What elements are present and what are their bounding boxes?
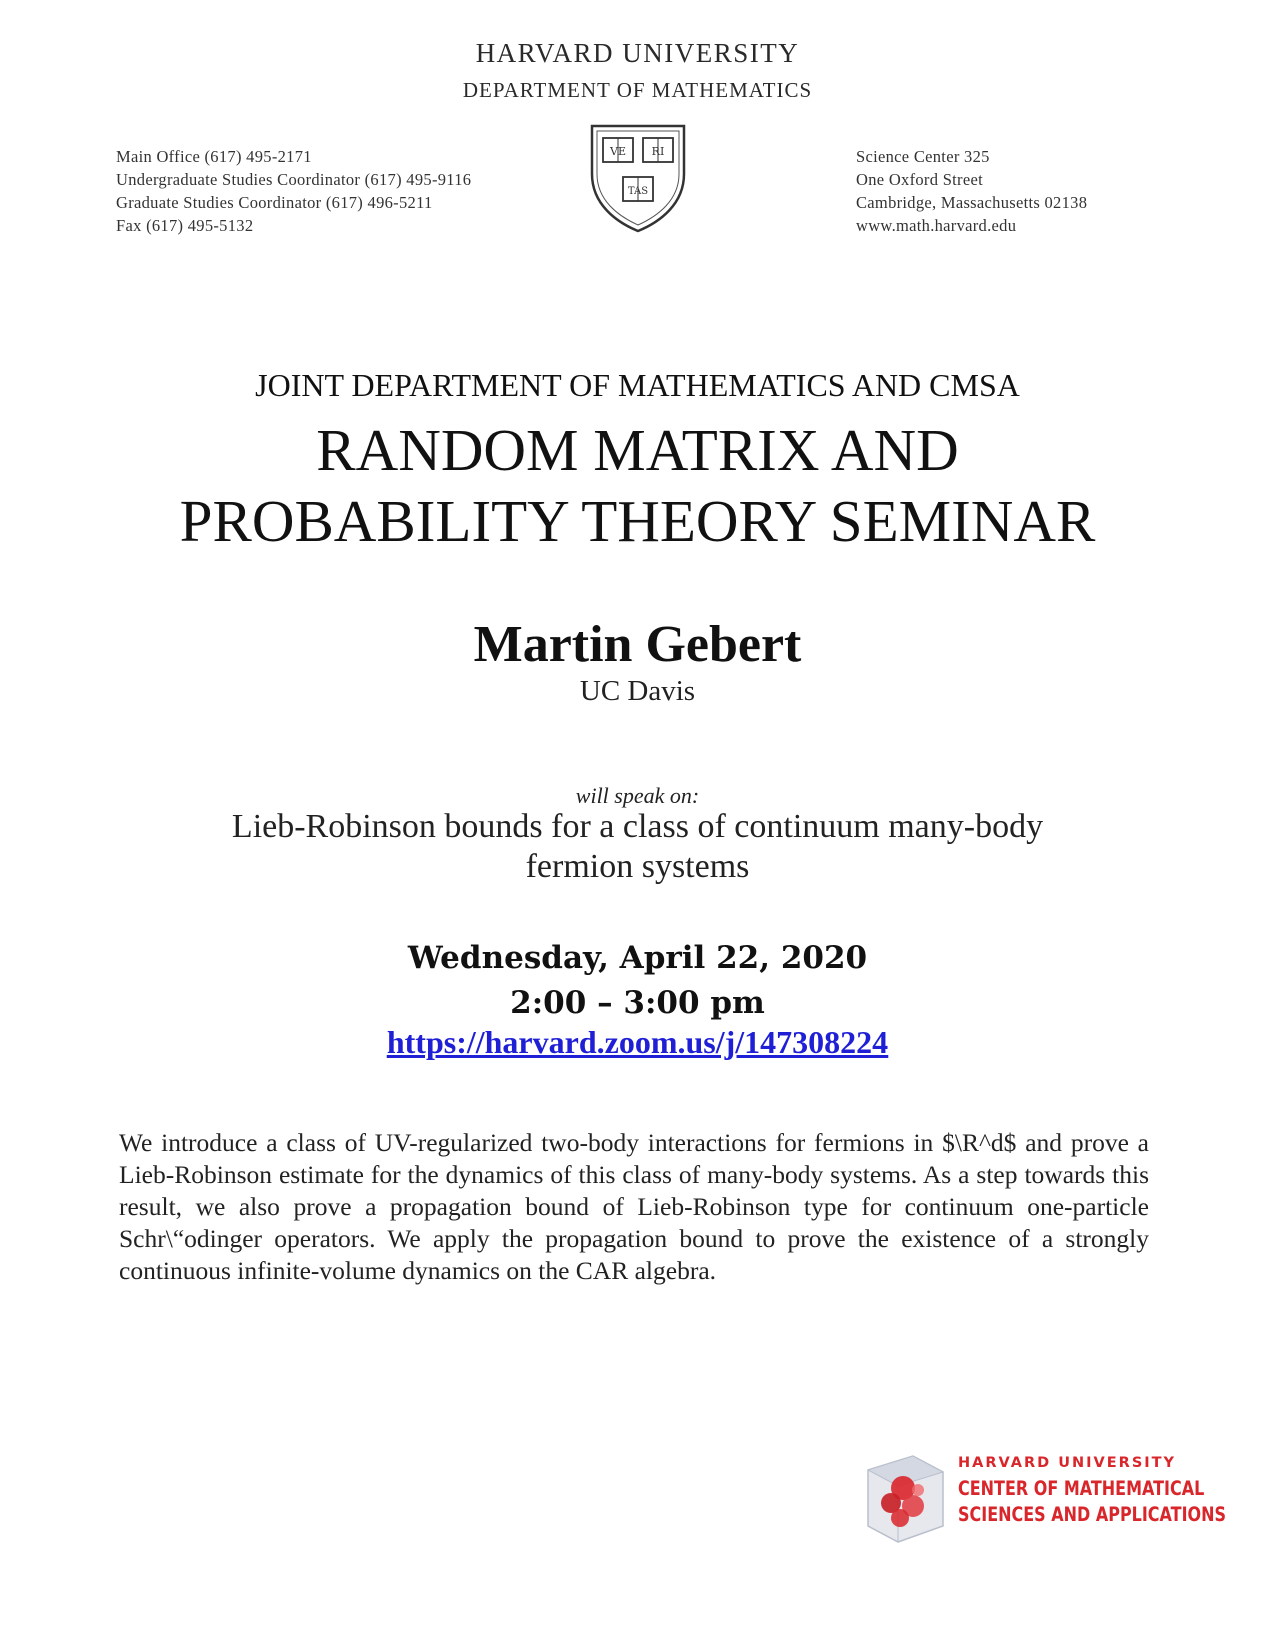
department-name: DEPARTMENT OF MATHEMATICS [462,78,813,102]
talk-title-line: fermion systems [525,848,750,885]
speaker-affiliation: UC Davis [579,675,696,707]
seminar-title-line: RANDOM MATRIX AND [316,417,959,483]
cmsa-logo-text [958,1452,1275,1528]
joint-heading: JOINT DEPARTMENT OF MATHEMATICS AND CMSA [255,367,1020,403]
contact-line: Undergraduate Studies Coordinator (617) 495-9116 [116,170,472,189]
university-name: HARVARD UNIVERSITY [475,38,800,68]
talk-title [0,807,1275,887]
cmsa-university: HARVARD UNIVERSITY [958,1455,1177,1471]
contact-phones [116,145,471,237]
harvard-shield-icon [588,122,688,234]
address-line: One Oxford Street [856,170,983,189]
cmsa-sciences: SCIENCES AND APPLICATIONS [958,1503,1227,1526]
talk-title-line: Lieb-Robinson bounds for a class of continuum many-body [231,808,1044,845]
cmsa-cube-logo [858,1448,948,1548]
event-date: Wednesday, April 22, 2020 [407,940,868,976]
seminar-title-line: PROBABILITY THEORY SEMINAR [179,488,1096,554]
contact-line: Main Office (617) 495-2171 [116,147,312,166]
contact-line: Graduate Studies Coordinator (617) 496-5211 [116,193,433,212]
zoom-link [0,1024,1275,1061]
contact-line: Fax (617) 495-5132 [116,216,254,235]
event-time: 2:00 – 3:00 pm [510,985,765,1021]
zoom-link-anchor[interactable]: https://harvard.zoom.us/j/147308224 [386,1024,889,1060]
will-speak-label: will speak on: [575,783,700,808]
shield-text-ri: RI [651,145,665,158]
address-line: Cambridge, Massachusetts 02138 [856,193,1088,212]
contact-address [856,145,1087,237]
shield-text-tas: TAS [627,186,649,197]
address-line: Science Center 325 [856,147,990,166]
cmsa-center: CENTER OF MATHEMATICAL [958,1477,1205,1500]
abstract-text: We introduce a class of UV-regularized two-body interactions for fermions in $\R^d$ and prove a Lieb-Robinson estimate for the dynamics of this class of many-body systems. As a step towards this result, we also prove a propagation bound of Lieb-Robinson type for continuum one-particle Schr\“odinger operators. We apply the propagation bound to prove the existence of a strongly continuous infinite-volume dynamics on the CAR algebra. [119,1128,1149,1285]
seminar-title [0,415,1275,557]
website-text: www.math.harvard.edu [856,216,1017,235]
speaker-name: Martin Gebert [473,616,802,673]
shield-text-ve: VE [610,145,626,158]
